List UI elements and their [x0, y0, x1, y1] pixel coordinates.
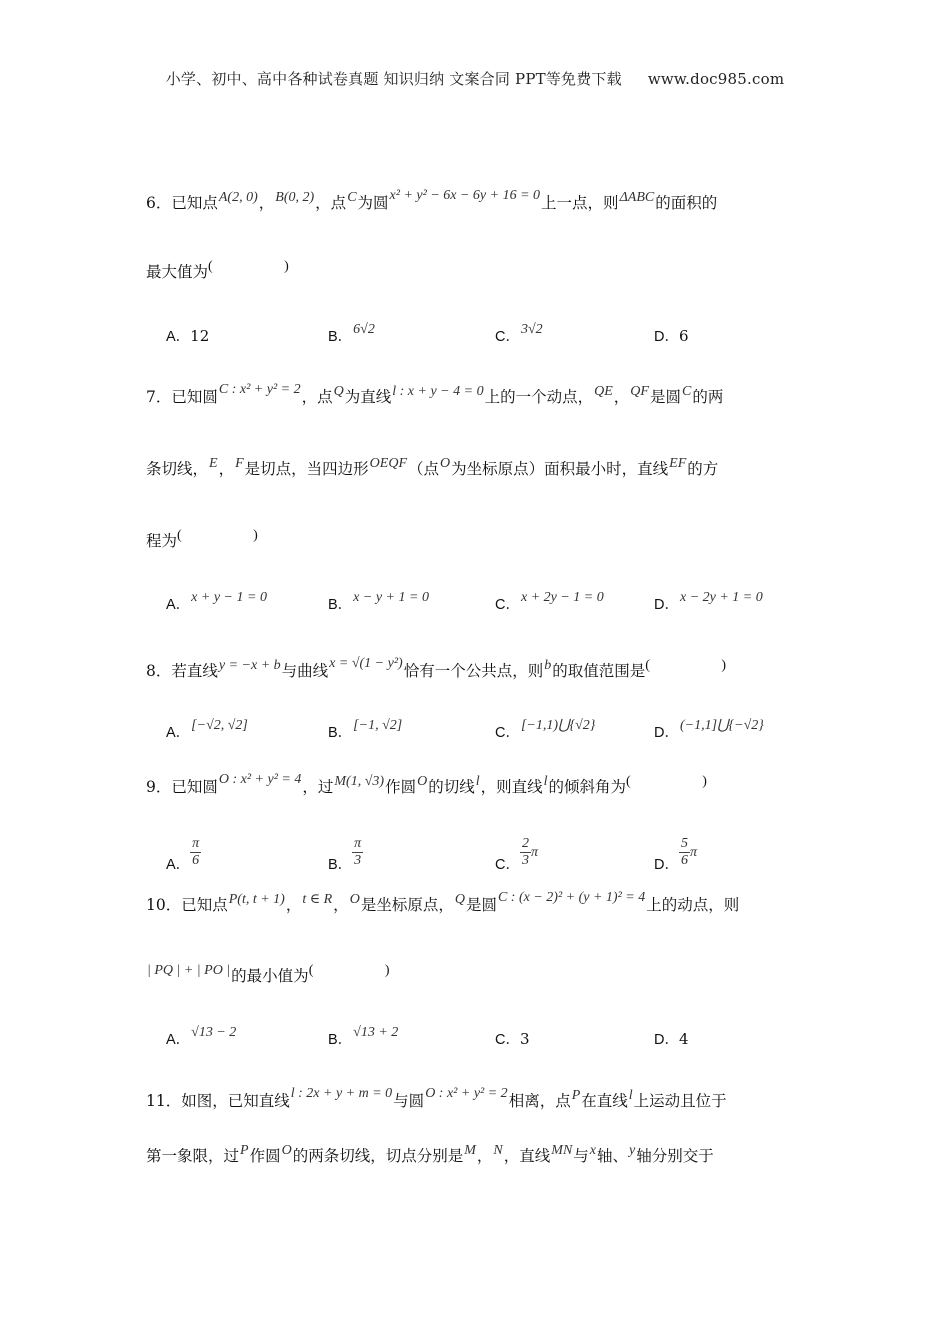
- text-q8-options-3-value: (−1,1]⋃{−√2}: [679, 718, 764, 733]
- text-q6-l1-1: A(2, 0): [218, 190, 258, 205]
- q6-option-d[interactable]: [654, 325, 689, 346]
- text-q9-options-2-num: 2: [521, 836, 529, 851]
- text-q6-l1-8: 上一点，则: [541, 194, 619, 212]
- text-q11-l1-2: 与圆: [393, 1092, 425, 1110]
- text-q7-l2-4: 是切点，当四边形: [244, 460, 369, 478]
- q7-line-2: [146, 458, 718, 482]
- text-q7-l1-0: 7．已知圆: [146, 388, 218, 406]
- text-q6-l1-6: 为圆: [357, 194, 389, 212]
- text-q8-options-0-label: A．: [166, 725, 191, 741]
- text-q9-options-1-num: π: [354, 836, 362, 851]
- q9-option-b[interactable]: [328, 836, 363, 891]
- text-q11-l2-10: 与: [573, 1147, 589, 1165]
- text-q8-l1-3: x = √(1 − y²): [329, 656, 403, 671]
- header-url[interactable]: www.doc985.com: [647, 70, 785, 88]
- text-q8-options-0-value: [−√2, √2]: [191, 718, 248, 733]
- text-q6-options-3-value: 6: [678, 327, 689, 345]
- text-q8-l1-5: b: [544, 658, 552, 673]
- q9-options: [166, 836, 806, 879]
- q8-line-1: [146, 656, 761, 684]
- q7-line-1: [146, 382, 724, 410]
- text-q6-options-2-label: C．: [495, 329, 520, 345]
- q9-line-1: [146, 772, 741, 800]
- text-q6-options-1-label: B．: [328, 329, 353, 345]
- text-q11-l1-7: l: [628, 1088, 633, 1103]
- q11-line-2: [146, 1145, 714, 1169]
- q6-option-a[interactable]: [166, 325, 209, 346]
- text-q7-l1-5: l : x + y − 4 = 0: [392, 384, 484, 399]
- text-q7-options-2-value: x + 2y − 1 = 0: [520, 590, 604, 605]
- text-q10-options-2-value: 3: [519, 1030, 530, 1048]
- text-q7-l2-9: EF: [669, 456, 687, 471]
- text-q9-options-0-den: 6: [192, 853, 200, 868]
- text-q10-options-3-value: 4: [678, 1030, 689, 1048]
- q11-line-1: [146, 1086, 727, 1114]
- q7-option-a[interactable]: [166, 590, 268, 614]
- text-q6-l2-1: ( ): [208, 259, 323, 274]
- text-q10-l1-9: C : (x − 2)² + (y + 1)² = 4: [497, 890, 646, 905]
- text-q9-options-0-num: π: [192, 836, 200, 851]
- q10-line-2: [146, 965, 424, 989]
- text-q11-l1-3: O : x² + y² = 2: [425, 1086, 508, 1101]
- text-q9-options-1-label: B．: [328, 857, 353, 873]
- text-q10-options-0-value: √13 − 2: [191, 1025, 237, 1040]
- text-q6-l1-2: ，: [258, 194, 275, 212]
- text-q7-l2-10: 的方: [687, 460, 719, 478]
- text-q8-options-2-value: [−1,1)⋃{√2}: [520, 718, 596, 733]
- text-q10-options-1-value: √13 + 2: [353, 1025, 399, 1040]
- text-q6-l1-5: C: [347, 190, 357, 205]
- text-q8-options-3-label: D．: [654, 725, 679, 741]
- q9-option-d[interactable]: [654, 836, 697, 891]
- text-q7-l2-2: ，: [218, 460, 235, 478]
- q7-option-c[interactable]: [495, 590, 605, 614]
- text-q8-l1-6: 的取值范围是: [552, 662, 646, 680]
- q10-option-a[interactable]: [166, 1025, 237, 1049]
- q10-line-1: [146, 890, 740, 918]
- q9-option-c[interactable]: [495, 836, 538, 891]
- q10-option-b[interactable]: [328, 1025, 399, 1049]
- text-q8-options-2-label: C．: [495, 725, 520, 741]
- text-q6-options-3-label: D．: [654, 329, 679, 345]
- text-q7-l1-3: Q: [333, 384, 344, 399]
- text-q9-l1-0: 9．已知圆: [146, 778, 218, 796]
- text-q11-l2-5: M: [464, 1143, 476, 1158]
- text-q7-l1-6: 上的一个动点，: [484, 388, 594, 406]
- text-q10-l1-0: 10．已知点: [146, 896, 228, 914]
- text-q6-options-2-value: 3√2: [520, 322, 543, 337]
- text-q7-l1-11: C: [681, 384, 692, 399]
- text-q8-l1-0: 8．若直线: [146, 662, 218, 680]
- text-q6-options-1-value: 6√2: [353, 322, 375, 337]
- text-q11-l1-6: 在直线: [581, 1092, 628, 1110]
- text-q7-l1-8: ，: [613, 388, 630, 406]
- text-q10-l1-3: t ∈ R: [302, 892, 333, 907]
- text-q10-options-0-label: A．: [166, 1032, 191, 1048]
- q6-option-b[interactable]: [328, 322, 376, 346]
- text-q7-l1-9: QF: [630, 384, 649, 399]
- text-q11-l2-3: O: [281, 1143, 292, 1158]
- q7-options: [166, 590, 806, 619]
- text-q11-l2-11: x: [589, 1143, 597, 1158]
- text-q7-l3-0: 程为: [146, 532, 178, 550]
- text-q9-l1-7: l: [475, 774, 480, 789]
- text-q7-l1-4: 为直线: [344, 388, 392, 406]
- text-q11-l2-4: 的两条切线，切点分别是: [292, 1147, 464, 1165]
- text-q9-options-3-label: D．: [654, 857, 679, 873]
- text-q11-l1-0: 11．如图，已知直线: [146, 1092, 290, 1110]
- text-q10-l1-6: 是坐标原点，: [360, 896, 454, 914]
- text-q10-l2-2: ( ): [308, 963, 424, 978]
- q10-option-c[interactable]: [495, 1028, 530, 1049]
- text-q9-l1-4: 作圆: [385, 778, 417, 796]
- text-q11-l2-0: 第一象限，过: [146, 1147, 240, 1165]
- text-q7-l2-7: O: [440, 456, 451, 471]
- text-q9-options-0-label: A．: [166, 857, 191, 873]
- q7-line-3: [146, 530, 292, 554]
- text-q7-options-1-label: B．: [328, 597, 353, 613]
- text-q9-l1-11: ( ): [626, 774, 741, 789]
- text-q10-l1-1: P(t, t + 1): [228, 892, 285, 907]
- text-q11-l2-14: 轴分别交于: [636, 1147, 714, 1165]
- text-q8-options-1-value: [−1, √2]: [353, 718, 403, 733]
- text-q11-l2-1: P: [240, 1143, 249, 1158]
- q6-line-1: [146, 188, 718, 216]
- text-q8-l1-1: y = −x + b: [218, 658, 281, 673]
- text-q10-l1-4: ，: [333, 896, 349, 914]
- text-q7-options-1-value: x − y + 1 = 0: [353, 590, 429, 605]
- text-q11-l2-13: y: [629, 1143, 636, 1158]
- text-q11-l2-6: ，: [476, 1147, 493, 1165]
- text-q7-l3-1: ( ): [177, 528, 292, 543]
- text-q6-l1-4: ，点: [315, 194, 347, 212]
- text-q7-l1-12: 的两: [692, 388, 724, 406]
- q8-option-a[interactable]: [166, 718, 249, 742]
- text-q9-options-2-den: 3: [521, 853, 529, 868]
- q6-option-c[interactable]: [495, 322, 544, 346]
- text-q10-options-3-label: D．: [654, 1032, 679, 1048]
- text-q6-l1-9: ΔABC: [619, 190, 655, 205]
- text-q7-l1-7: QE: [594, 384, 613, 399]
- q8-option-d[interactable]: [654, 718, 765, 742]
- text-q6-options-0-value: 12: [190, 327, 210, 345]
- text-q11-l1-4: 相离，点: [508, 1092, 571, 1110]
- header-text: 小学、初中、高中各种试卷真题 知识归纳 文案合同 PPT等免费下载: [165, 70, 622, 88]
- text-q9-l1-9: l: [543, 774, 548, 789]
- text-q7-options-2-label: C．: [495, 597, 520, 613]
- text-q6-l2-0: 最大值为: [146, 263, 209, 281]
- q8-option-c[interactable]: [495, 718, 596, 742]
- text-q9-options-3-suffix: π: [689, 844, 697, 860]
- text-q6-l1-3: B(0, 2): [275, 190, 315, 205]
- text-q9-l1-1: O : x² + y² = 4: [218, 772, 302, 787]
- text-q9-options-1-den: 3: [354, 853, 362, 868]
- text-q11-l2-9: MN: [551, 1143, 573, 1158]
- text-q7-l2-3: F: [235, 456, 244, 471]
- q6-line-2: [146, 261, 323, 285]
- text-q11-l1-5: P: [571, 1088, 581, 1103]
- q10-option-d[interactable]: [654, 1028, 689, 1049]
- text-q9-l1-2: ，过: [302, 778, 334, 796]
- text-q11-l2-8: ，直线: [503, 1147, 551, 1165]
- text-q7-options-3-value: x − 2y + 1 = 0: [679, 590, 763, 605]
- text-q9-l1-10: 的倾斜角为: [548, 778, 627, 796]
- text-q10-l1-7: Q: [454, 892, 465, 907]
- text-q11-l2-2: 作圆: [249, 1147, 281, 1165]
- text-q11-l1-1: l : 2x + y + m = 0: [290, 1086, 393, 1101]
- text-q9-l1-6: 的切线: [428, 778, 475, 796]
- text-q8-options-1-label: B．: [328, 725, 353, 741]
- text-q10-l1-5: O: [349, 892, 360, 907]
- text-q8-l1-4: 恰有一个公共点，则: [403, 662, 544, 680]
- q7-option-d[interactable]: [654, 590, 764, 614]
- text-q7-l2-0: 条切线，: [146, 460, 209, 478]
- text-q10-l2-0: | PQ | + | PO |: [147, 963, 231, 978]
- text-q6-l1-0: 6．已知点: [146, 194, 218, 212]
- q7-option-b[interactable]: [328, 590, 430, 614]
- text-q9-l1-5: O: [417, 774, 428, 789]
- text-q9-options-2-label: C．: [495, 857, 520, 873]
- text-q6-l1-10: 的面积的: [655, 194, 718, 212]
- text-q7-options-0-value: x + y − 1 = 0: [191, 590, 267, 605]
- text-q9-l1-3: M(1, √3): [334, 774, 385, 789]
- text-q7-options-0-label: A．: [166, 597, 191, 613]
- text-q8-l1-7: ( ): [645, 658, 761, 673]
- text-q7-l1-1: C : x² + y² = 2: [218, 382, 301, 397]
- text-q7-l2-5: OEQF: [369, 456, 407, 471]
- text-q10-options-2-label: C．: [495, 1032, 520, 1048]
- text-q7-l1-10: 是圆: [649, 388, 681, 406]
- text-q7-l1-2: ，点: [301, 388, 333, 406]
- text-q10-options-1-label: B．: [328, 1032, 353, 1048]
- text-q6-l1-7: x² + y² − 6x − 6y + 16 = 0: [389, 188, 541, 203]
- text-q7-options-3-label: D．: [654, 597, 679, 613]
- text-q9-l1-8: ，则直线: [480, 778, 543, 796]
- text-q11-l2-12: 轴、: [597, 1147, 629, 1165]
- q8-option-b[interactable]: [328, 718, 403, 742]
- q9-option-a[interactable]: [166, 836, 201, 891]
- text-q10-l1-10: 上的动点，则: [646, 896, 740, 914]
- text-q9-options-3-den: 6: [680, 853, 688, 868]
- text-q10-l1-2: ，: [285, 896, 302, 914]
- q8-options: [166, 718, 806, 747]
- text-q7-l2-1: E: [209, 456, 218, 471]
- q6-options: [166, 322, 806, 351]
- text-q7-l2-6: （点: [408, 460, 440, 478]
- page-header: [0, 68, 950, 89]
- text-q10-l2-1: 的最小值为: [231, 967, 309, 985]
- text-q9-options-3-num: 5: [680, 836, 688, 851]
- text-q6-options-0-label: A．: [166, 329, 191, 345]
- text-q7-l2-8: 为坐标原点）面积最小时，直线: [451, 460, 669, 478]
- text-q10-l1-8: 是圆: [465, 896, 497, 914]
- text-q11-l2-7: N: [493, 1143, 503, 1158]
- text-q11-l1-8: 上运动且位于: [633, 1092, 727, 1110]
- text-q9-options-2-suffix: π: [530, 844, 538, 860]
- text-q8-l1-2: 与曲线: [281, 662, 329, 680]
- q10-options: [166, 1025, 806, 1054]
